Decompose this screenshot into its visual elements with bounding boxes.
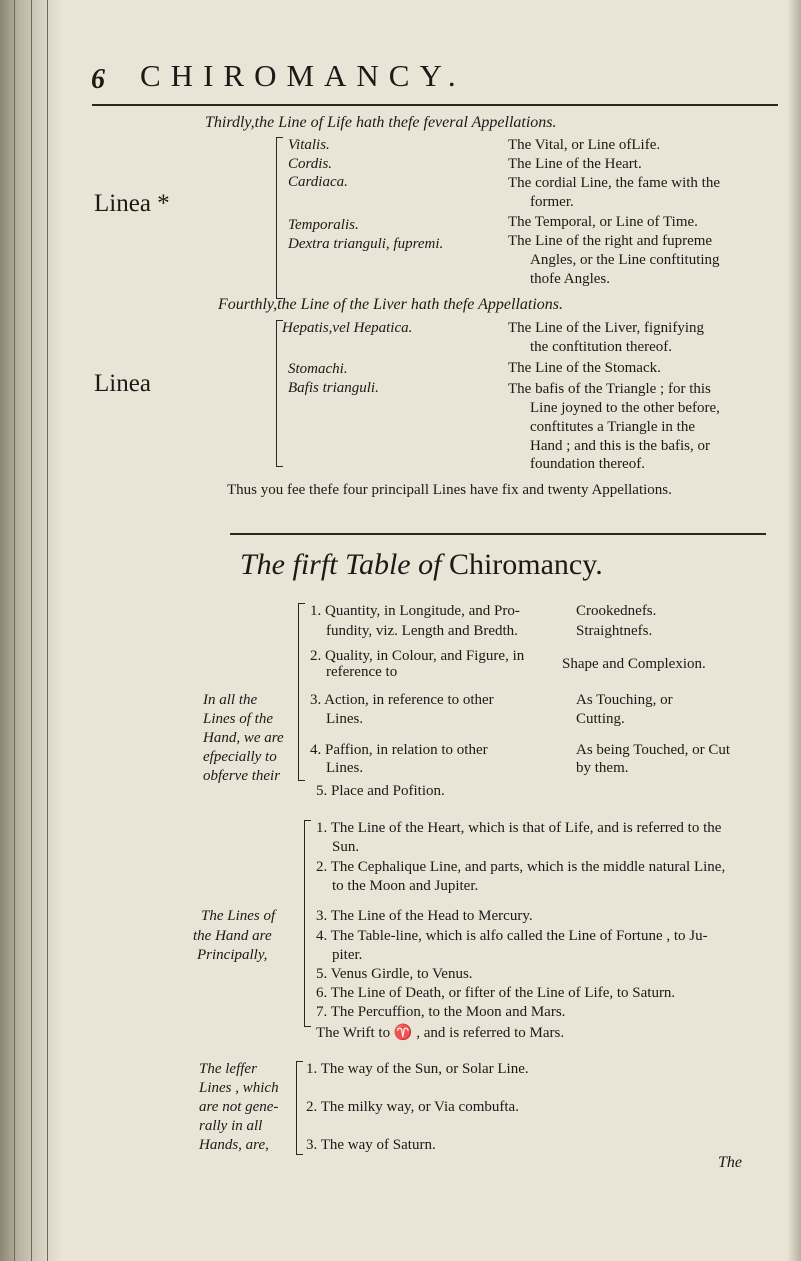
table-side-label: The Lines of bbox=[201, 908, 276, 924]
english-term: The Line of the right and fupreme bbox=[508, 233, 713, 249]
english-term: The bafis of the Triangle ; for this bbox=[508, 381, 711, 397]
english-term: thofe Angles. bbox=[530, 271, 610, 287]
latin-term: Hepatis,vel Hepatica. bbox=[282, 320, 413, 336]
table-row: 3. Action, in reference to other bbox=[310, 692, 494, 708]
table-row: Sun. bbox=[332, 839, 360, 855]
brace bbox=[298, 603, 305, 781]
latin-term: Cordis. bbox=[288, 156, 333, 172]
table-side-label: Principally, bbox=[197, 947, 268, 963]
english-term: The Line of the Heart. bbox=[508, 156, 642, 172]
table-result: Shape and Complexion. bbox=[562, 656, 706, 672]
english-term: Line joyned to the other before, bbox=[530, 400, 720, 416]
brace bbox=[276, 137, 283, 299]
table-row: 1. The Line of the Heart, which is that of Life, and is referred to the bbox=[316, 820, 722, 836]
latin-term: Temporalis. bbox=[288, 217, 359, 233]
section-rule bbox=[230, 533, 766, 535]
table-row: Lines. bbox=[326, 760, 364, 776]
brace bbox=[304, 820, 311, 1027]
latin-term: Vitalis. bbox=[288, 137, 330, 153]
table-side-label: Hands, are, bbox=[199, 1137, 269, 1153]
english-term: foundation thereof. bbox=[530, 456, 645, 472]
table-side-label: Hand, we are bbox=[203, 730, 284, 746]
table-title bbox=[240, 548, 603, 582]
table-side-label: are not gene- bbox=[199, 1099, 279, 1115]
table-side-label: efpecially to bbox=[203, 749, 277, 765]
table-row: 4. Paffion, in relation to other bbox=[310, 742, 488, 758]
table-row: piter. bbox=[332, 947, 363, 963]
table-side-label: In all the bbox=[203, 692, 258, 708]
section-heading: Fourthly,the Line of the Liver hath thefe Appellations. bbox=[218, 296, 563, 313]
spine-line bbox=[14, 0, 15, 1261]
section-label: Linea * bbox=[94, 190, 170, 217]
table-result: As being Touched, or Cut bbox=[576, 742, 731, 758]
table-row: 1. Quantity, in Longitude, and Pro- bbox=[310, 603, 520, 619]
table-result: Cutting. bbox=[576, 711, 625, 727]
english-term: The Temporal, or Line of Time. bbox=[508, 214, 698, 230]
table-row: 7. The Percuffion, to the Moon and Mars. bbox=[316, 1004, 566, 1020]
latin-term: Cardiaca. bbox=[288, 174, 348, 190]
page-number: 6 bbox=[91, 64, 105, 95]
latin-term: Bafis trianguli. bbox=[288, 380, 379, 396]
table-row: The Wrift to ♈ , and is referred to Mars. bbox=[316, 1025, 565, 1041]
page-edge-shadow bbox=[787, 0, 801, 1261]
english-term: The Line of the Liver, fignifying bbox=[508, 320, 705, 336]
table-side-label: the Hand are bbox=[193, 928, 272, 944]
table-row: reference to bbox=[326, 664, 398, 680]
running-title: CHIROMANCY. bbox=[140, 58, 466, 93]
english-term: conftitutes a Triangle in the bbox=[530, 419, 695, 435]
spine-line bbox=[47, 0, 48, 1261]
table-title-italic: The firft Table of bbox=[240, 548, 442, 581]
english-term: Hand ; and this is the bafis, or bbox=[530, 438, 710, 454]
english-term: The cordial Line, the fame with the bbox=[508, 175, 720, 191]
section-heading: Thirdly,the Line of Life hath thefe feveral Appellations. bbox=[205, 114, 557, 131]
table-result: Crookednefs. bbox=[576, 603, 657, 619]
table-row: Lines. bbox=[326, 711, 364, 727]
summary-line: Thus you fee thefe four principall Lines have fix and twenty Appellations. bbox=[227, 482, 672, 498]
table-row: 2. The Cephalique Line, and parts, which is the middle natural Line, bbox=[316, 859, 726, 875]
table-row: fundity, viz. Length and Bredth. bbox=[326, 623, 518, 639]
table-side-label: The leffer bbox=[199, 1061, 257, 1077]
table-result: by them. bbox=[576, 760, 629, 776]
table-row: 2. Quality, in Colour, and Figure, in bbox=[310, 648, 525, 664]
table-row: 3. The Line of the Head to Mercury. bbox=[316, 908, 533, 924]
header-rule bbox=[92, 104, 778, 106]
table-side-label: obferve their bbox=[203, 768, 281, 784]
table-side-label: Lines of the bbox=[203, 711, 273, 727]
english-term: Angles, or the Line conftituting bbox=[530, 252, 720, 268]
table-row: to the Moon and Jupiter. bbox=[332, 878, 479, 894]
table-row: 5. Place and Pofition. bbox=[316, 783, 445, 799]
table-side-label: rally in all bbox=[199, 1118, 263, 1134]
table-side-label: Lines , which bbox=[199, 1080, 279, 1096]
table-row: 5. Venus Girdle, to Venus. bbox=[316, 966, 473, 982]
english-term: former. bbox=[530, 194, 574, 210]
table-row: 2. The milky way, or Via combufta. bbox=[306, 1099, 519, 1115]
table-row: 1. The way of the Sun, or Solar Line. bbox=[306, 1061, 529, 1077]
latin-term: Stomachi. bbox=[288, 361, 348, 377]
brace bbox=[296, 1061, 303, 1155]
table-row: 4. The Table-line, which is alfo called the Line of Fortune , to Ju- bbox=[316, 928, 708, 944]
table-row: 3. The way of Saturn. bbox=[306, 1137, 436, 1153]
table-result: As Touching, or bbox=[576, 692, 673, 708]
table-row: 6. The Line of Death, or fifter of the Line of Life, to Saturn. bbox=[316, 985, 676, 1001]
brace bbox=[276, 320, 283, 467]
english-term: The Vital, or Line ofLife. bbox=[508, 137, 661, 153]
english-term: the conftitution thereof. bbox=[530, 339, 673, 355]
english-term: The Line of the Stomack. bbox=[508, 360, 661, 376]
latin-term: Dextra trianguli, fupremi. bbox=[288, 236, 444, 252]
table-title-roman: Chiromancy. bbox=[448, 548, 603, 581]
catchword: The bbox=[718, 1154, 742, 1171]
spine-line bbox=[31, 0, 32, 1261]
table-result: Straightnefs. bbox=[576, 623, 653, 639]
section-label: Linea bbox=[94, 370, 151, 397]
